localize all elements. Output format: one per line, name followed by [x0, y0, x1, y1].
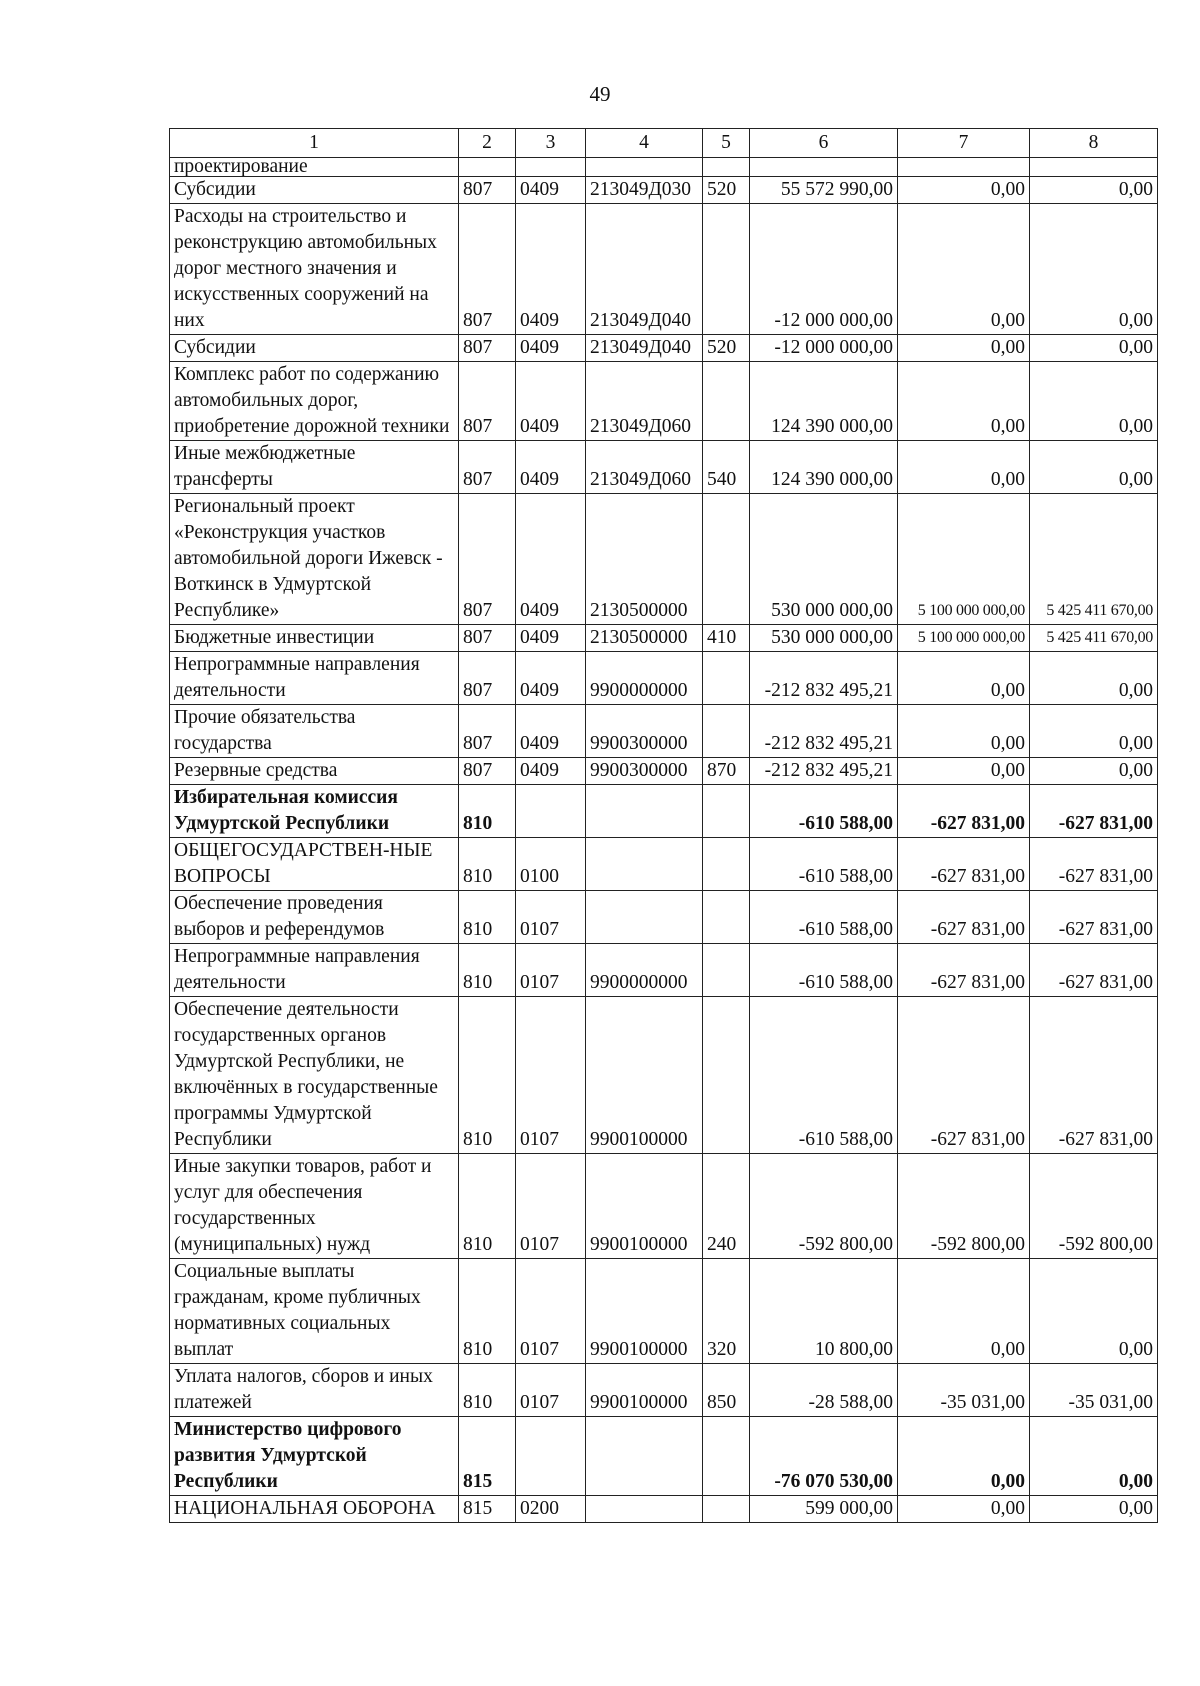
code-expense-type — [703, 362, 750, 441]
table-row — [170, 838, 1158, 891]
amount-col7: -627 831,00 — [898, 944, 1030, 997]
column-header: 3 — [516, 129, 586, 158]
code-ministry: 810 — [459, 891, 516, 944]
amount-col8: 0,00 — [1030, 441, 1158, 494]
amount-col8: -35 031,00 — [1030, 1364, 1158, 1417]
amount-col8: 0,00 — [1030, 758, 1158, 785]
code-ministry: 815 — [459, 1496, 516, 1523]
code-target-article: 9900000000 — [586, 944, 703, 997]
code-target-article: 9900100000 — [586, 1259, 703, 1364]
code-expense-type — [703, 838, 750, 891]
code-section: 0107 — [516, 1364, 586, 1417]
amount-col7: -592 800,00 — [898, 1154, 1030, 1259]
code-target-article: 9900100000 — [586, 997, 703, 1154]
amount-col6: 530 000 000,00 — [750, 494, 898, 625]
code-target-article: 213049Д030 — [586, 177, 703, 204]
row-name: Комплекс работ по содержанию автомобильных дорог, приобретение дорожной техники — [170, 362, 459, 441]
table-row — [170, 758, 1158, 785]
code-target-article — [586, 158, 703, 177]
code-expense-type — [703, 1417, 750, 1496]
row-name: Министерство цифрового развития Удмуртской Республики — [170, 1417, 459, 1496]
code-section: 0409 — [516, 335, 586, 362]
code-section: 0107 — [516, 1259, 586, 1364]
amount-col7: 0,00 — [898, 1259, 1030, 1364]
table-row — [170, 891, 1158, 944]
amount-col6: -592 800,00 — [750, 1154, 898, 1259]
code-target-article: 213049Д040 — [586, 204, 703, 335]
row-name: Иные межбюджетные трансферты — [170, 441, 459, 494]
table-row — [170, 705, 1158, 758]
amount-col6: 599 000,00 — [750, 1496, 898, 1523]
table-row — [170, 158, 1158, 177]
amount-col7: 0,00 — [898, 362, 1030, 441]
code-expense-type — [703, 944, 750, 997]
amount-col7: 0,00 — [898, 177, 1030, 204]
amount-col7: 0,00 — [898, 1496, 1030, 1523]
amount-col8: -592 800,00 — [1030, 1154, 1158, 1259]
amount-col6: 124 390 000,00 — [750, 441, 898, 494]
table-row — [170, 652, 1158, 705]
row-name: Субсидии — [170, 335, 459, 362]
amount-col8: 0,00 — [1030, 362, 1158, 441]
code-section: 0107 — [516, 1154, 586, 1259]
code-ministry: 807 — [459, 335, 516, 362]
code-ministry: 810 — [459, 1154, 516, 1259]
amount-col8 — [1030, 158, 1158, 177]
amount-col8: -627 831,00 — [1030, 838, 1158, 891]
amount-col7: 0,00 — [898, 441, 1030, 494]
amount-col6: -610 588,00 — [750, 838, 898, 891]
code-section: 0409 — [516, 177, 586, 204]
row-name: Иные закупки товаров, работ и услуг для обеспечения государственных (муниципальных) нужд — [170, 1154, 459, 1259]
table-row — [170, 997, 1158, 1154]
amount-col7: 0,00 — [898, 335, 1030, 362]
code-target-article: 2130500000 — [586, 625, 703, 652]
amount-col8: 5 425 411 670,00 — [1030, 625, 1158, 652]
amount-col6: -610 588,00 — [750, 944, 898, 997]
amount-col6: 55 572 990,00 — [750, 177, 898, 204]
code-target-article: 213049Д040 — [586, 335, 703, 362]
code-section: 0107 — [516, 997, 586, 1154]
table-row — [170, 177, 1158, 204]
code-section: 0409 — [516, 494, 586, 625]
code-ministry: 810 — [459, 838, 516, 891]
code-ministry: 810 — [459, 785, 516, 838]
row-name: ОБЩЕГОСУДАРСТВЕН-НЫЕ ВОПРОСЫ — [170, 838, 459, 891]
row-name: проектирование — [170, 158, 459, 177]
code-expense-type — [703, 891, 750, 944]
code-expense-type — [703, 785, 750, 838]
code-section: 0107 — [516, 944, 586, 997]
amount-col7: 0,00 — [898, 1417, 1030, 1496]
column-header: 5 — [703, 129, 750, 158]
code-section: 0409 — [516, 625, 586, 652]
row-name: Бюджетные инвестиции — [170, 625, 459, 652]
amount-col8: 0,00 — [1030, 652, 1158, 705]
row-name: Обеспечение проведения выборов и референдумов — [170, 891, 459, 944]
amount-col6: -28 588,00 — [750, 1364, 898, 1417]
table-row — [170, 944, 1158, 997]
table-row — [170, 785, 1158, 838]
table-body — [170, 129, 1158, 1523]
code-ministry — [459, 158, 516, 177]
amount-col8: 0,00 — [1030, 705, 1158, 758]
amount-col8: -627 831,00 — [1030, 997, 1158, 1154]
amount-col7: -627 831,00 — [898, 891, 1030, 944]
code-ministry: 807 — [459, 705, 516, 758]
amount-col6: -610 588,00 — [750, 997, 898, 1154]
amount-col7: 0,00 — [898, 204, 1030, 335]
page-number: 49 — [589, 82, 611, 106]
amount-col6: 530 000 000,00 — [750, 625, 898, 652]
amount-col6: 124 390 000,00 — [750, 362, 898, 441]
code-ministry: 807 — [459, 441, 516, 494]
amount-col7 — [898, 158, 1030, 177]
amount-col6: 10 800,00 — [750, 1259, 898, 1364]
row-name: Непрограммные направления деятельности — [170, 652, 459, 705]
code-ministry: 807 — [459, 204, 516, 335]
row-name: Избирательная комиссия Удмуртской Республики — [170, 785, 459, 838]
amount-col8: 0,00 — [1030, 1417, 1158, 1496]
amount-col7: -627 831,00 — [898, 838, 1030, 891]
code-target-article — [586, 1496, 703, 1523]
amount-col6 — [750, 158, 898, 177]
code-expense-type — [703, 1496, 750, 1523]
code-ministry: 810 — [459, 1364, 516, 1417]
code-expense-type — [703, 652, 750, 705]
amount-col7: -627 831,00 — [898, 997, 1030, 1154]
row-name: Уплата налогов, сборов и иных платежей — [170, 1364, 459, 1417]
code-target-article — [586, 838, 703, 891]
code-expense-type: 520 — [703, 177, 750, 204]
amount-col8: 5 425 411 670,00 — [1030, 494, 1158, 625]
amount-col8: 0,00 — [1030, 204, 1158, 335]
row-name: Социальные выплаты гражданам, кроме публичных нормативных социальных выплат — [170, 1259, 459, 1364]
amount-col8: -627 831,00 — [1030, 785, 1158, 838]
column-header: 6 — [750, 129, 898, 158]
amount-col7: 0,00 — [898, 705, 1030, 758]
row-name: Субсидии — [170, 177, 459, 204]
amount-col6: -212 832 495,21 — [750, 705, 898, 758]
table-row — [170, 625, 1158, 652]
table-row — [170, 335, 1158, 362]
column-header: 1 — [170, 129, 459, 158]
code-target-article: 9900100000 — [586, 1364, 703, 1417]
amount-col8: 0,00 — [1030, 335, 1158, 362]
table-row — [170, 1496, 1158, 1523]
code-target-article: 9900000000 — [586, 652, 703, 705]
code-section: 0107 — [516, 891, 586, 944]
code-ministry: 807 — [459, 362, 516, 441]
amount-col6: -610 588,00 — [750, 891, 898, 944]
code-ministry: 807 — [459, 625, 516, 652]
budget-table — [169, 128, 1158, 1523]
code-ministry: 807 — [459, 652, 516, 705]
code-target-article — [586, 785, 703, 838]
code-expense-type — [703, 204, 750, 335]
column-header: 2 — [459, 129, 516, 158]
code-ministry: 810 — [459, 944, 516, 997]
code-target-article: 9900300000 — [586, 705, 703, 758]
row-name: Расходы на строительство и реконструкцию автомобильных дорог местного значения и искусственных сооружений на них — [170, 204, 459, 335]
amount-col6: -212 832 495,21 — [750, 758, 898, 785]
code-section: 0409 — [516, 362, 586, 441]
table-row — [170, 1154, 1158, 1259]
row-name: Прочие обязательства государства — [170, 705, 459, 758]
amount-col6: -610 588,00 — [750, 785, 898, 838]
amount-col8: 0,00 — [1030, 1496, 1158, 1523]
column-header: 7 — [898, 129, 1030, 158]
code-section: 0409 — [516, 441, 586, 494]
table-row — [170, 204, 1158, 335]
code-target-article — [586, 891, 703, 944]
table-row — [170, 1417, 1158, 1496]
code-expense-type: 240 — [703, 1154, 750, 1259]
row-name: Резервные средства — [170, 758, 459, 785]
code-target-article: 2130500000 — [586, 494, 703, 625]
code-target-article: 9900100000 — [586, 1154, 703, 1259]
code-expense-type — [703, 158, 750, 177]
table-row — [170, 494, 1158, 625]
amount-col7: -35 031,00 — [898, 1364, 1030, 1417]
code-expense-type: 320 — [703, 1259, 750, 1364]
code-section: 0200 — [516, 1496, 586, 1523]
code-expense-type: 410 — [703, 625, 750, 652]
amount-col8: -627 831,00 — [1030, 891, 1158, 944]
code-ministry: 807 — [459, 177, 516, 204]
code-target-article — [586, 1417, 703, 1496]
code-section: 0100 — [516, 838, 586, 891]
amount-col6: -76 070 530,00 — [750, 1417, 898, 1496]
code-expense-type: 870 — [703, 758, 750, 785]
code-target-article: 213049Д060 — [586, 441, 703, 494]
amount-col7: 0,00 — [898, 758, 1030, 785]
code-section — [516, 785, 586, 838]
code-section — [516, 158, 586, 177]
amount-col8: 0,00 — [1030, 1259, 1158, 1364]
code-expense-type — [703, 494, 750, 625]
table-row — [170, 1364, 1158, 1417]
code-section: 0409 — [516, 705, 586, 758]
code-ministry: 810 — [459, 997, 516, 1154]
code-ministry: 810 — [459, 1259, 516, 1364]
code-expense-type — [703, 997, 750, 1154]
code-expense-type: 850 — [703, 1364, 750, 1417]
code-ministry: 807 — [459, 758, 516, 785]
code-section: 0409 — [516, 758, 586, 785]
amount-col7: 5 100 000 000,00 — [898, 625, 1030, 652]
row-name: Обеспечение деятельности государственных органов Удмуртской Республики, не включённых в государственные программы Удмуртской Республики — [170, 997, 459, 1154]
header-row — [170, 129, 1158, 158]
code-section — [516, 1417, 586, 1496]
amount-col6: -212 832 495,21 — [750, 652, 898, 705]
table-row — [170, 441, 1158, 494]
code-ministry: 807 — [459, 494, 516, 625]
column-header: 4 — [586, 129, 703, 158]
code-expense-type — [703, 705, 750, 758]
row-name: Непрограммные направления деятельности — [170, 944, 459, 997]
code-expense-type: 540 — [703, 441, 750, 494]
table-row — [170, 1259, 1158, 1364]
amount-col7: 0,00 — [898, 652, 1030, 705]
amount-col8: 0,00 — [1030, 177, 1158, 204]
amount-col6: -12 000 000,00 — [750, 335, 898, 362]
table-row — [170, 362, 1158, 441]
amount-col7: -627 831,00 — [898, 785, 1030, 838]
code-target-article: 213049Д060 — [586, 362, 703, 441]
code-section: 0409 — [516, 204, 586, 335]
amount-col6: -12 000 000,00 — [750, 204, 898, 335]
amount-col7: 5 100 000 000,00 — [898, 494, 1030, 625]
row-name: НАЦИОНАЛЬНАЯ ОБОРОНА — [170, 1496, 459, 1523]
column-header: 8 — [1030, 129, 1158, 158]
code-target-article: 9900300000 — [586, 758, 703, 785]
code-ministry: 815 — [459, 1417, 516, 1496]
code-expense-type: 520 — [703, 335, 750, 362]
amount-col8: -627 831,00 — [1030, 944, 1158, 997]
code-section: 0409 — [516, 652, 586, 705]
row-name: Региональный проект «Реконструкция участков автомобильной дороги Ижевск - Воткинск в Удмуртской Республике» — [170, 494, 459, 625]
